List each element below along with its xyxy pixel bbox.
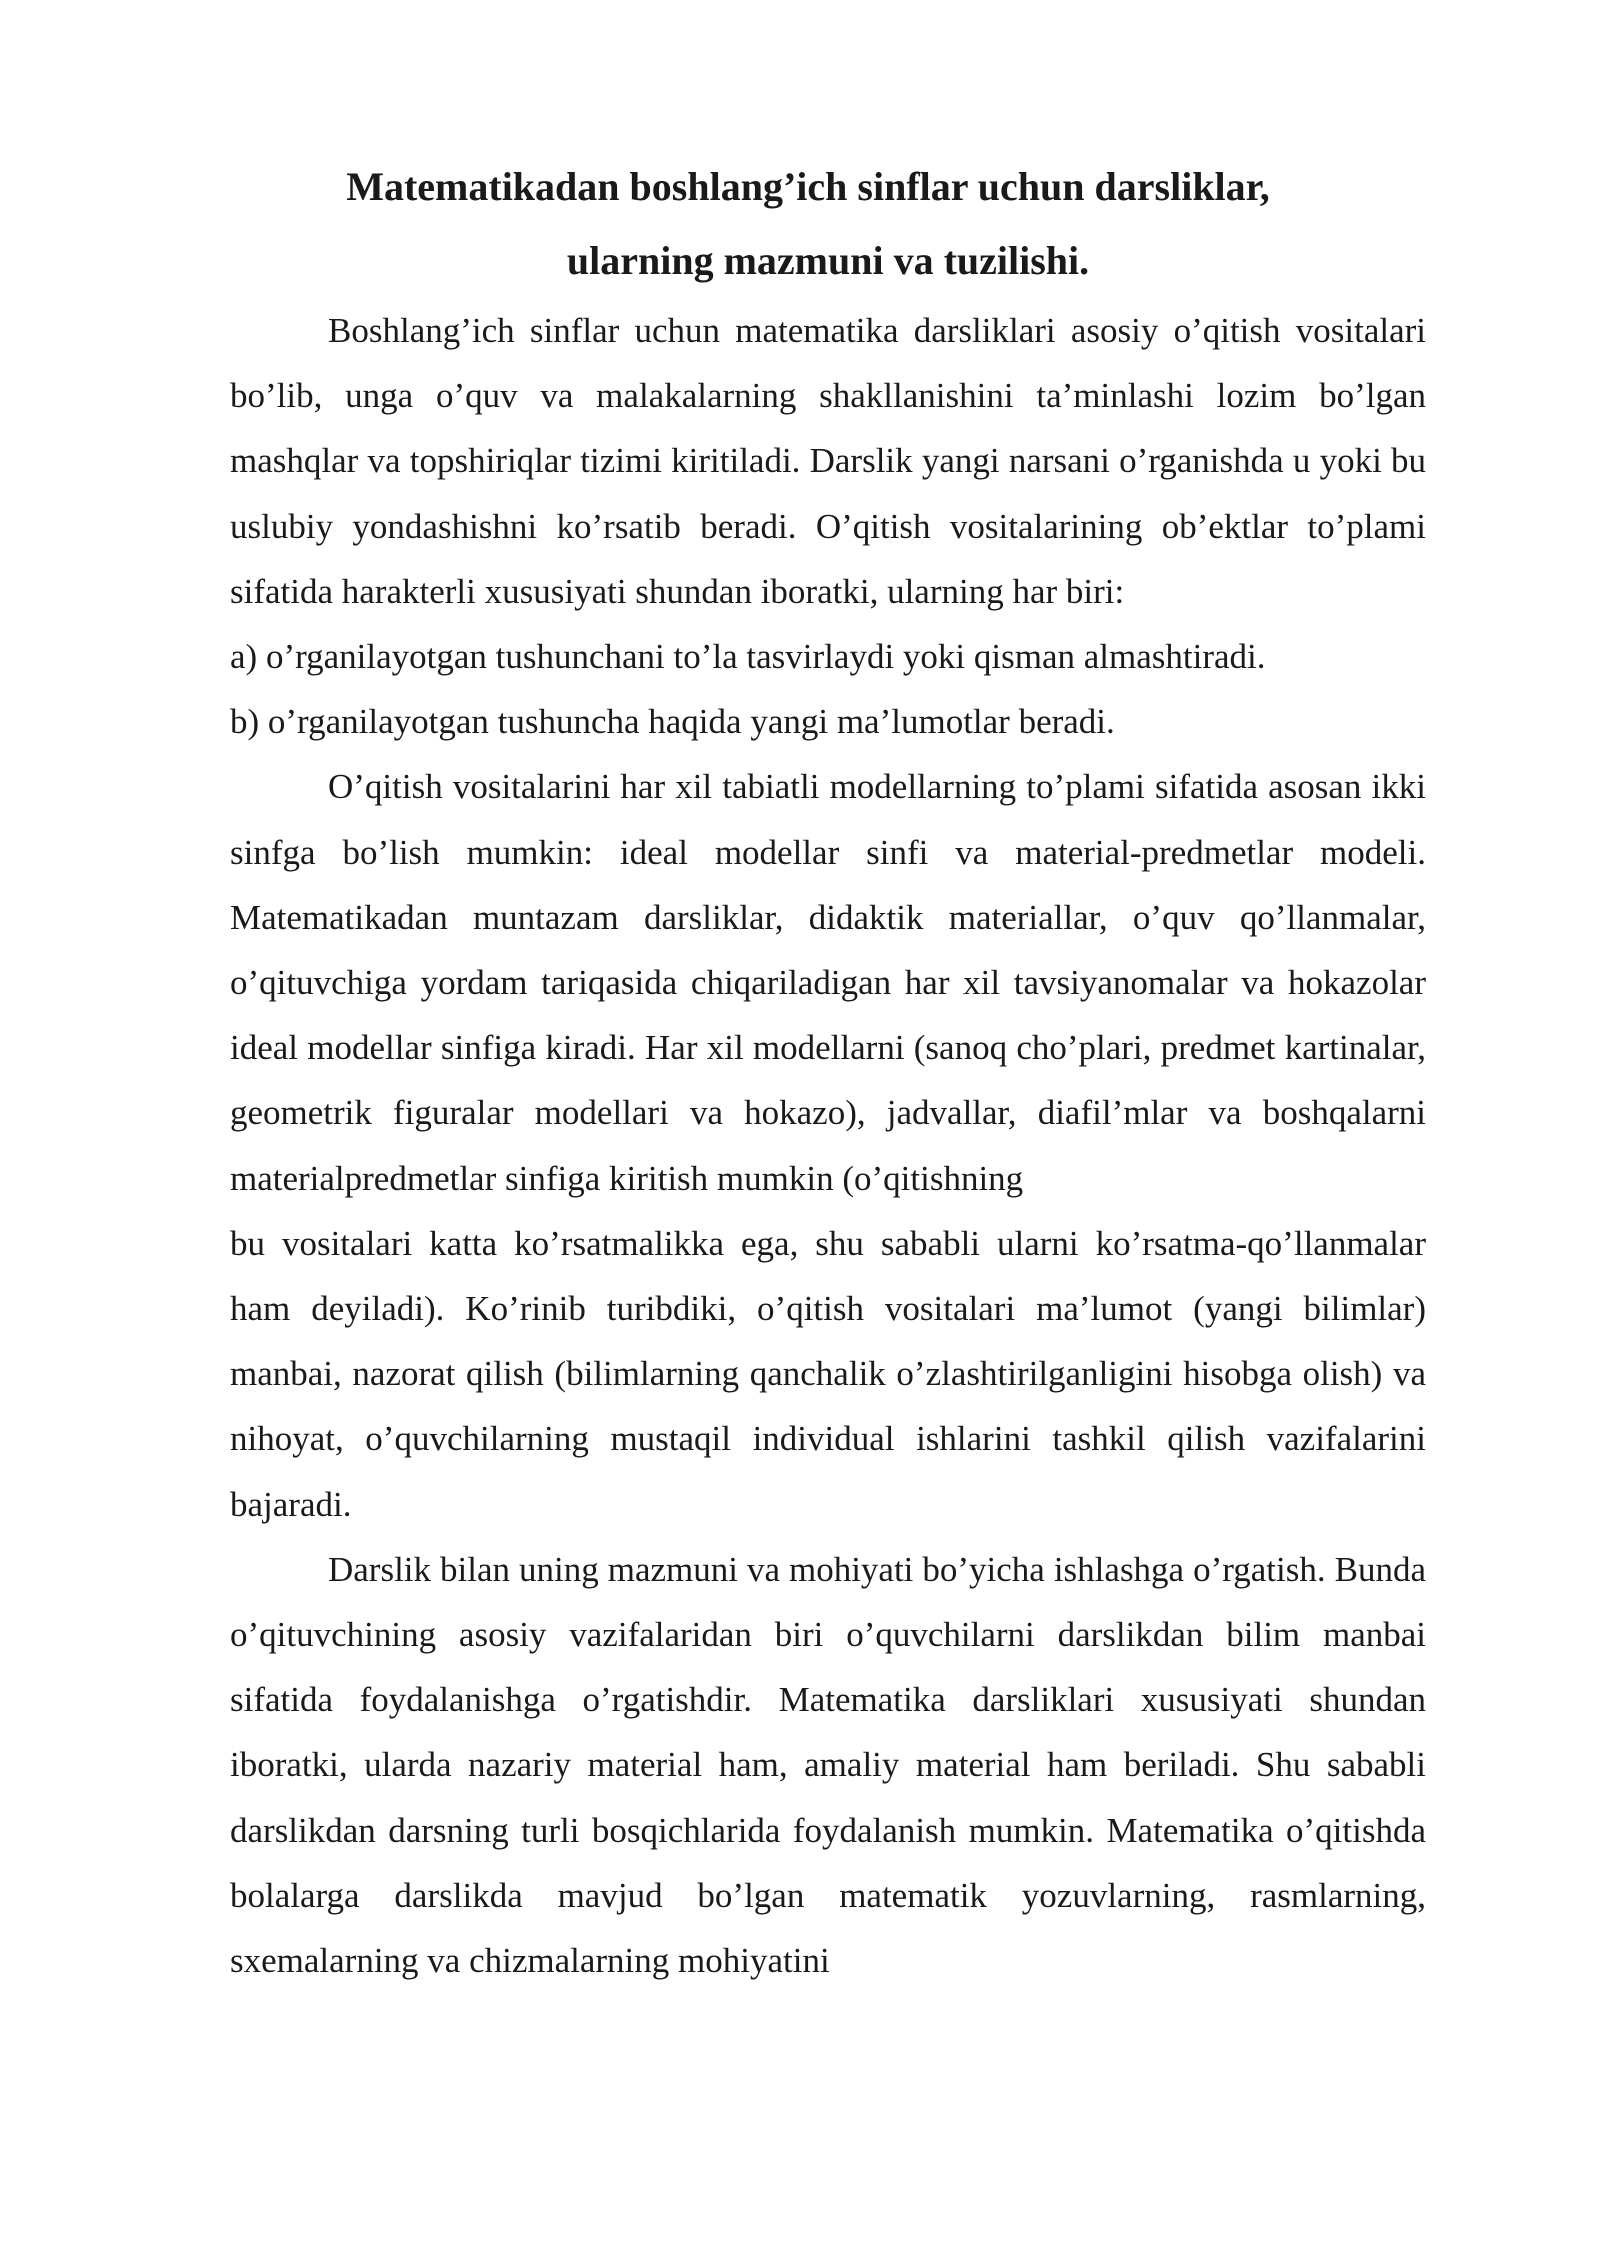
- paragraph-list-item-a: a) o’rganilayotgan tushunchani to’la tasvirlaydi yoki qisman almashtiradi.: [230, 637, 1266, 677]
- paragraph-teaching-tools: O’qitish vositalarini har xil tabiatli modellarning to’plami sifatida asosan ikki sinfga bo’lish mumkin: ideal modellar sinfi va material-predmetlar modeli. Matematikadan muntazam darsliklar, didaktik materiallar, o’quv qo’llanmalar, o’qituvchiga yordam tariqasida chiqariladigan har xil tavsiyanomalar va hokazolar ideal modellar sinfiga kiradi. Har xil modellarni (sanoq cho’plari, predmet kartinalar, geometrik figuralar modellari va hokazo), jadvallar, diafil’mlar va boshqalarni materialpredmetlar sinfiga kiritish mumkin (o’qitishning: [230, 767, 1426, 1198]
- document-title-line-1: Matematikadan boshlang’ich sinflar uchun darsliklar,: [346, 164, 1270, 209]
- paragraph-textbook-work: Darslik bilan uning mazmuni va mohiyati bo’yicha ishlashga o’rgatish. Bunda o’qituvchining asosiy vazifalaridan biri o’quvchilarni darslikdan bilim manbai sifatida foydalanishga o’rgatishdir. Matematika darsliklari xususiyati shundan iboratki, ularda nazariy material ham, amaliy material ham beriladi. Shu sababli darslikdan darsning turli bosqichlarida foydalanish mumkin. Matematika o’qitishda bolalarga darslikda mavjud bo’lgan matematik yozuvlarning, rasmlarning, sxemalarning va chizmalarning mohiyatini: [230, 1549, 1426, 1981]
- paragraph-intro: Boshlang’ich sinflar uchun matematika darsliklari asosiy o’qitish vositalari bo’lib, unga o’quv va malakalarning shakllanishini ta’minlashi lozim bo’lgan mashqlar va topshiriqlar tizimi kiritiladi. Darslik yangi narsani o’rganishda u yoki bu uslubiy yondashishni ko’rsatib beradi. O’qitish vositalarining ob’ektlar to’plami sifatida harakterli xususiyati shundan iboratki, ularning har biri:: [230, 311, 1426, 611]
- paragraph-list-item-b: b) o’rganilayotgan tushuncha haqida yangi ma’lumotlar beradi.: [230, 702, 1115, 742]
- paragraph-teaching-tools-continued: bu vositalari katta ko’rsatmalikka ega, shu sababli ularni ko’rsatma-qo’llanmalar ham deyiladi). Ko’rinib turibdiki, o’qitish vositalari ma’lumot (yangi bilimlar) manbai, nazorat qilish (bilimlarning qanchalik o’zlashtirilganligini hisobga olish) va nihoyat, o’quvchilarning mustaqil individual ishlarini tashkil qilish vazifalarini bajaradi.: [230, 1223, 1426, 1524]
- document-title-line-2: ularning mazmuni va tuzilishi.: [566, 238, 1090, 283]
- document-page: [230, 150, 1426, 1993]
